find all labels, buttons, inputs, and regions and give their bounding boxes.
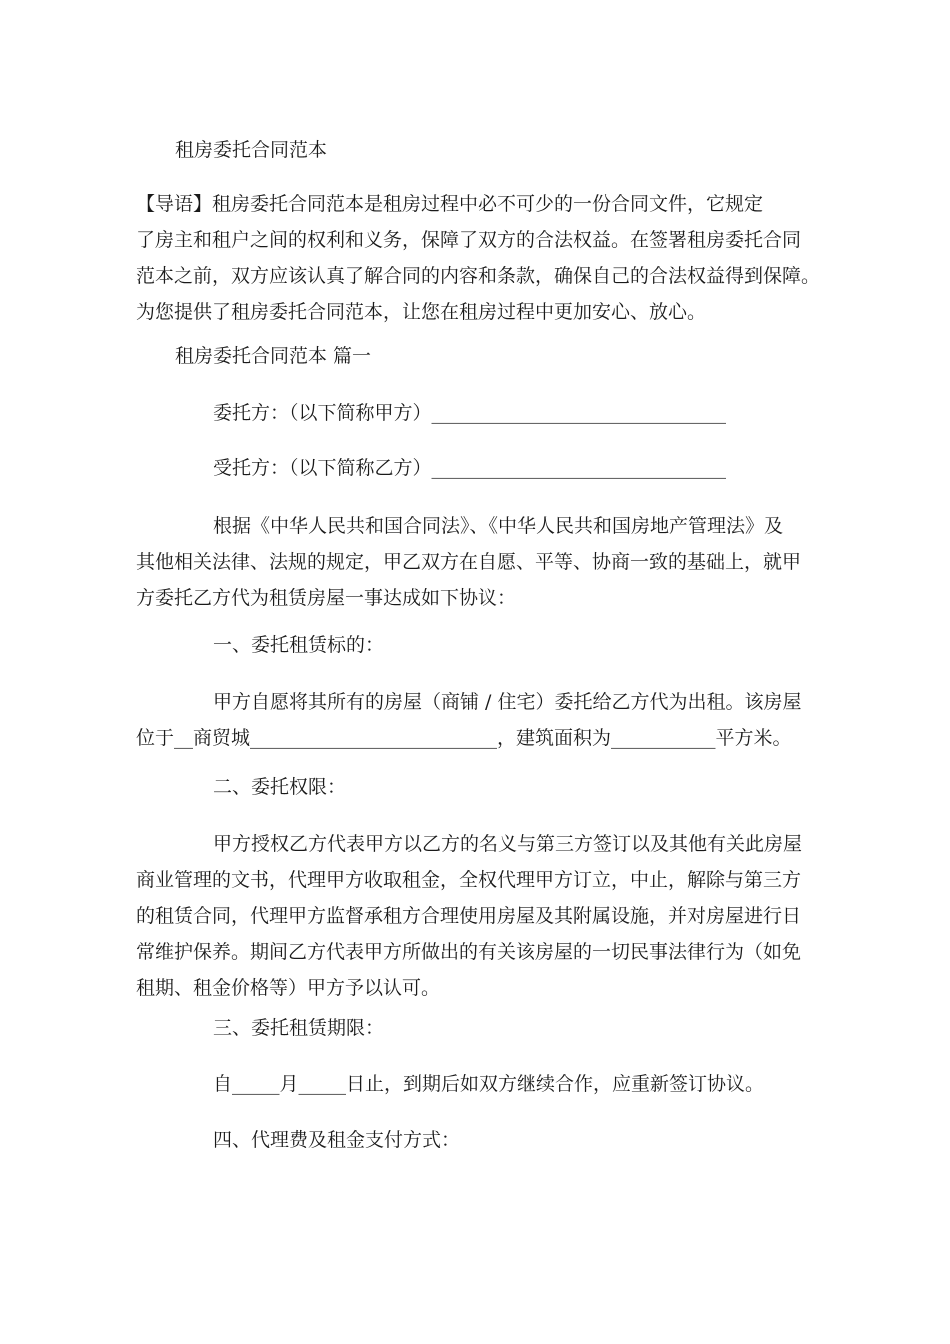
party-b-line: 受托方：（以下简称乙方）_______________________________	[213, 457, 727, 479]
subject-line: 位于__商贸城__________________________，建筑面积为___________平方米。	[136, 727, 792, 749]
term-line: 自_____月_____日止，到期后如双方继续合作，应重新签订协议。	[213, 1073, 765, 1095]
document-title: 租房委托合同范本	[175, 139, 328, 161]
basis-line: 其他相关法律、法规的规定，甲乙双方在自愿、平等、协商一致的基础上，就甲	[136, 551, 802, 573]
heading-authority: 二、委托权限：	[213, 776, 347, 798]
basis-line: 方委托乙方代为租赁房屋一事达成如下协议：	[136, 587, 517, 609]
authority-paragraph	[136, 826, 826, 1006]
heading-fees: 四、代理费及租金支付方式：	[213, 1129, 461, 1151]
intro-line: 范本之前，双方应该认真了解合同的内容和条款，确保自己的合法权益得到保障。	[136, 265, 821, 287]
intro-line: 为您提供了租房委托合同范本，让您在租房过程中更加安心、放心。	[136, 301, 707, 323]
subject-paragraph	[136, 684, 826, 756]
authority-line: 常维护保养。期间乙方代表甲方所做出的有关该房屋的一切民事法律行为（如免	[136, 941, 802, 963]
basis-line: 根据《中华人民共和国合同法》、《中华人民共和国房地产管理法》及	[213, 515, 784, 537]
heading-subject: 一、委托租赁标的：	[213, 634, 385, 656]
section-title: 租房委托合同范本 篇一	[175, 345, 372, 367]
intro-line: 【导语】租房委托合同范本是租房过程中必不可少的一份合同文件，它规定	[136, 193, 764, 215]
authority-line: 甲方授权乙方代表甲方以乙方的名义与第三方签订以及其他有关此房屋	[213, 833, 803, 855]
intro-line: 了房主和租户之间的权利和义务，保障了双方的合法权益。在签署租房委托合同	[136, 229, 802, 251]
heading-term: 三、委托租赁期限：	[213, 1017, 385, 1039]
authority-line: 的租赁合同，代理甲方监督承租方合理使用房屋及其附属设施，并对房屋进行日	[136, 905, 802, 927]
authority-line: 租期、租金价格等）甲方予以认可。	[136, 977, 441, 999]
basis-paragraph	[136, 508, 826, 616]
party-a-line: 委托方：（以下简称甲方）_______________________________	[213, 402, 727, 424]
authority-line: 商业管理的文书，代理甲方收取租金，全权代理甲方订立，中止，解除与第三方	[136, 869, 802, 891]
intro-paragraph	[136, 186, 826, 330]
subject-line: 甲方自愿将其所有的房屋（商铺 / 住宅）委托给乙方代为出租。该房屋	[213, 691, 802, 713]
